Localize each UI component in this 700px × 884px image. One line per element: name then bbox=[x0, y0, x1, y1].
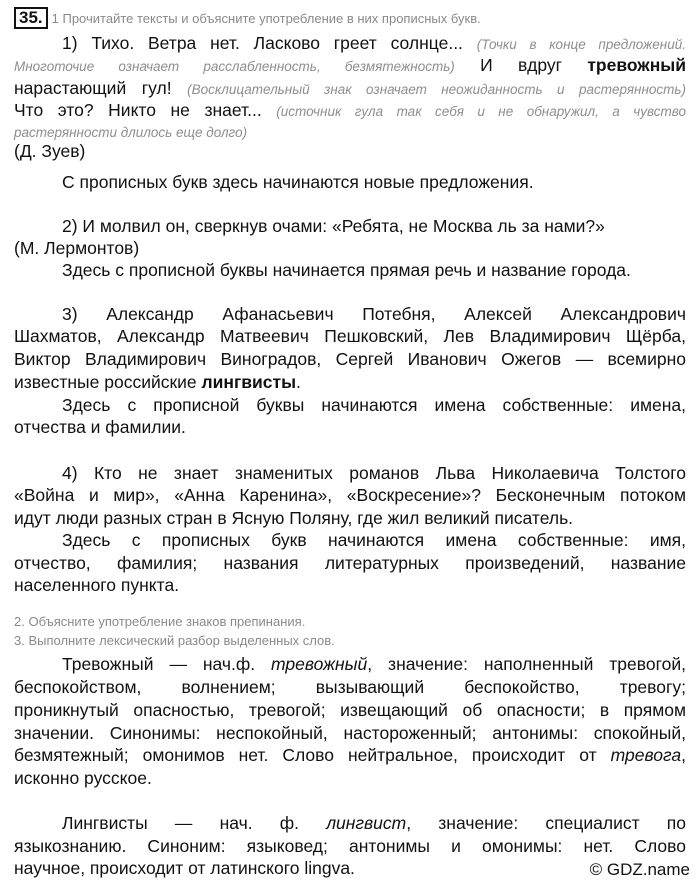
lex2-line2: языкознанию. Синоним: языковед; антонимы и омонимы: нет. Слово bbox=[14, 836, 686, 856]
p4-line1: 4) Кто не знает знаменитых романов Льва Николаевича Толстого bbox=[62, 463, 686, 483]
p3-explanation-1: Здесь с прописной буквы начинаются имена собственные: имена, bbox=[62, 395, 686, 415]
exercise-number: 35. bbox=[14, 7, 48, 29]
p2-explanation: Здесь с прописной буквы начинается прямая речь и название города. bbox=[62, 260, 631, 280]
p1-explanation: С прописных букв здесь начинаются новые предложения. bbox=[62, 172, 534, 192]
lex1-line1: Тревожный — нач.ф. тревожный, значение: наполненный тревогой, bbox=[62, 654, 686, 674]
task-2: 2. Объясните употребление знаков препинания. bbox=[14, 614, 306, 629]
bold-word-lingvisty: лингвисты bbox=[201, 372, 297, 392]
lex1-line3: проникнутый опасностью, тревогой; извещающий об опасности; в прямом bbox=[14, 700, 686, 720]
p1-note: Многоточие означает расслабленность, безмятежность) bbox=[14, 59, 455, 74]
p3-line4: известные российские лингвисты. bbox=[14, 372, 301, 392]
p1-line4: Что это? Никто не знает... (источник гула так себя и не обнаружил, а чувство bbox=[14, 100, 686, 120]
italic-word: тревога bbox=[610, 745, 682, 765]
p1-note: растерянности длилось еще долго) bbox=[14, 125, 248, 140]
lex1-line4: значении. Синонимы: неспокойный, настороженный; антонимы: спокойный, bbox=[14, 723, 686, 743]
p4-explanation-1: Здесь с прописных букв начинаются имена собственные: имя, bbox=[62, 530, 686, 550]
p1-note: (источник гула так себя и не обнаружил, а чувство bbox=[276, 104, 686, 119]
p2-author: (М. Лермонтов) bbox=[14, 238, 140, 258]
watermark: © GDZ.name bbox=[589, 860, 690, 879]
bold-word-trevozhny: тревожный bbox=[587, 55, 686, 75]
p4-line3: идут люди разных стран в Ясную Поляну, где жил великий писатель. bbox=[14, 508, 574, 528]
p3-line3: Виктор Владимирович Виноградов, Сергей Иванович Ожегов — всемирно bbox=[14, 349, 686, 369]
lex1-line5: безмятежный; омонимов нет. Слово нейтральное, происходит от тревога, bbox=[14, 745, 686, 765]
p3-line2: Шахматов, Александр Матвеевич Пешковский, Лев Владимирович Щёрба, bbox=[14, 326, 686, 346]
p1-line1: 1) Тихо. Ветра нет. Ласково греет солнце... (Точки в конце предложений. bbox=[62, 33, 686, 53]
p1-note: (Восклицательный знак означает неожиданность и растерянность) bbox=[187, 82, 686, 97]
lex1-line2: беспокойством, волнением; вызывающий беспокойство, тревогу; bbox=[14, 677, 686, 697]
p3-line1: 3) Александр Афанасьевич Потебня, Алексей Александрович bbox=[62, 304, 686, 324]
p4-explanation-3: населенного пункта. bbox=[14, 575, 180, 595]
italic-word: тревожный bbox=[271, 654, 368, 674]
p4-explanation-2: отчество, фамилия; названия литературных произведений, название bbox=[14, 553, 686, 573]
lex2-line1: Лингвисты — нач. ф. лингвист, значение: специалист по bbox=[62, 813, 687, 833]
italic-word: лингвист bbox=[326, 813, 407, 833]
p4-line2: «Война и мир», «Анна Каренина», «Воскресение»? Бесконечным потоком bbox=[14, 485, 686, 505]
p3-explanation-2: отчества и фамилии. bbox=[14, 417, 186, 437]
p1-line2: Многоточие означает расслабленность, безмятежность) И вдруг тревожный bbox=[14, 55, 686, 75]
lex2-line3: научное, происходит от латинского lingva. bbox=[14, 858, 355, 878]
p1-author: (Д. Зуев) bbox=[14, 141, 86, 161]
p1-note: (Точки в конце предложений. bbox=[476, 37, 686, 52]
lex1-line6: исконно русское. bbox=[14, 768, 152, 788]
p1-line3: нарастающий гул! (Восклицательный знак означает неожиданность и растерянность) bbox=[14, 78, 686, 98]
task-1: 1 Прочитайте тексты и объясните употребление в них прописных букв. bbox=[51, 11, 481, 26]
p2-line1: 2) И молвил он, сверкнув очами: «Ребята, не Москва ль за нами?» bbox=[62, 216, 605, 236]
task-3: 3. Выполните лексический разбор выделенных слов. bbox=[14, 633, 335, 648]
exercise-header bbox=[14, 6, 686, 30]
